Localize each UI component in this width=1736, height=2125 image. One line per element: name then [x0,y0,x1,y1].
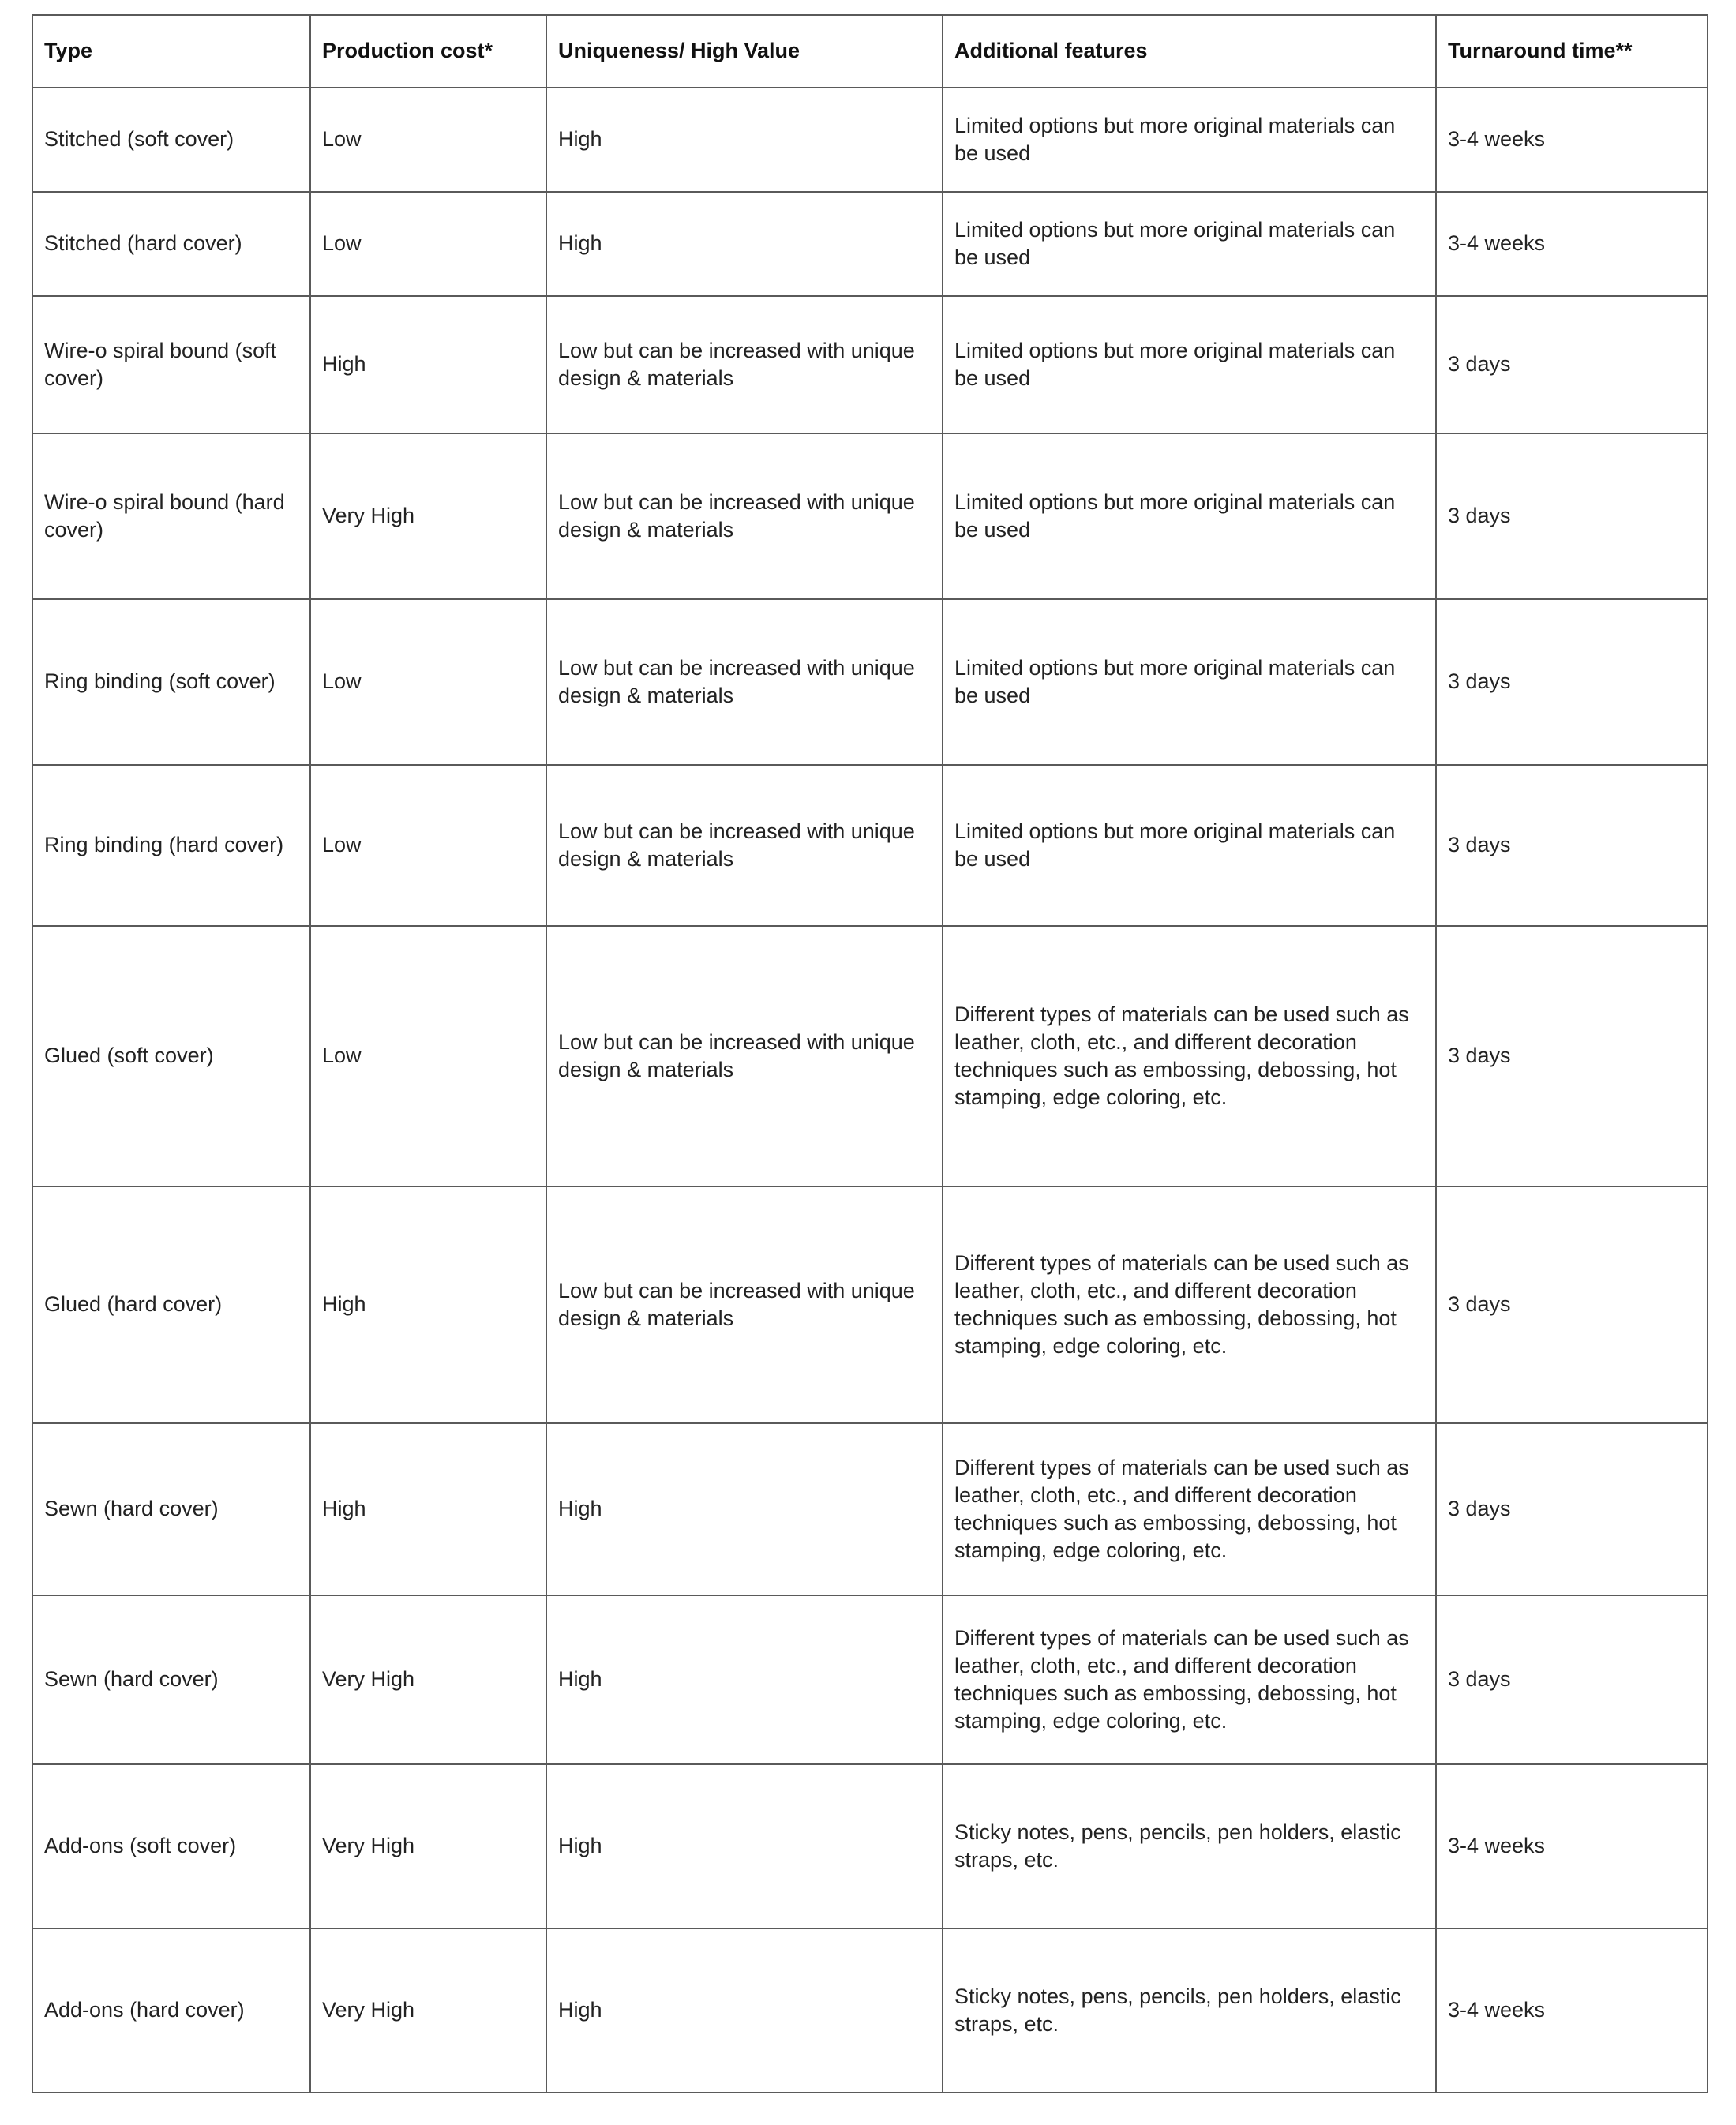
cell-uniqueness: Low but can be increased with unique design & materials [546,1186,943,1423]
cell-type: Glued (soft cover) [32,926,310,1186]
table-row [32,433,1708,599]
cell-turnaround-time: 3 days [1436,433,1708,599]
cell-uniqueness: Low but can be increased with unique design & materials [546,926,943,1186]
cell-additional-features: Limited options but more original materials can be used [943,765,1436,926]
cell-additional-features: Sticky notes, pens, pencils, pen holders, elastic straps, etc. [943,1764,1436,1928]
cell-production-cost: Very High [310,433,546,599]
cell-uniqueness: High [546,1423,943,1595]
cell-additional-features: Limited options but more original materials can be used [943,192,1436,296]
column-header-turnaround-time: Turnaround time** [1436,15,1708,88]
binding-types-table [32,14,1708,2093]
cell-type: Add-ons (soft cover) [32,1764,310,1928]
cell-production-cost: High [310,1423,546,1595]
cell-uniqueness: Low but can be increased with unique design & materials [546,765,943,926]
table-row [32,599,1708,765]
cell-additional-features: Different types of materials can be used such as leather, cloth, etc., and different decoration techniques such as embossing, debossing, hot stamping, edge coloring, etc. [943,1595,1436,1764]
cell-type: Wire-o spiral bound (hard cover) [32,433,310,599]
table-row [32,1423,1708,1595]
table-row [32,926,1708,1186]
cell-additional-features: Limited options but more original materials can be used [943,296,1436,433]
table-row [32,1186,1708,1423]
cell-turnaround-time: 3 days [1436,926,1708,1186]
cell-uniqueness: High [546,1764,943,1928]
cell-production-cost: Low [310,765,546,926]
cell-additional-features: Limited options but more original materials can be used [943,433,1436,599]
cell-type: Stitched (soft cover) [32,88,310,192]
cell-additional-features: Different types of materials can be used such as leather, cloth, etc., and different decoration techniques such as embossing, debossing, hot stamping, edge coloring, etc. [943,1186,1436,1423]
cell-type: Ring binding (hard cover) [32,765,310,926]
cell-additional-features: Limited options but more original materials can be used [943,88,1436,192]
table-row [32,1595,1708,1764]
cell-uniqueness: High [546,88,943,192]
cell-turnaround-time: 3-4 weeks [1436,88,1708,192]
cell-production-cost: High [310,1186,546,1423]
column-header-uniqueness: Uniqueness/ High Value [546,15,943,88]
cell-turnaround-time: 3-4 weeks [1436,1764,1708,1928]
cell-production-cost: High [310,296,546,433]
cell-production-cost: Low [310,599,546,765]
cell-turnaround-time: 3 days [1436,1595,1708,1764]
cell-uniqueness: Low but can be increased with unique design & materials [546,296,943,433]
cell-type: Add-ons (hard cover) [32,1928,310,2093]
cell-uniqueness: High [546,192,943,296]
cell-type: Ring binding (soft cover) [32,599,310,765]
table-row [32,1928,1708,2093]
cell-type: Sewn (hard cover) [32,1595,310,1764]
table-row [32,88,1708,192]
cell-production-cost: Low [310,192,546,296]
table-row [32,296,1708,433]
cell-uniqueness: Low but can be increased with unique design & materials [546,433,943,599]
cell-production-cost: Low [310,88,546,192]
cell-turnaround-time: 3-4 weeks [1436,192,1708,296]
cell-turnaround-time: 3 days [1436,1423,1708,1595]
cell-additional-features: Different types of materials can be used such as leather, cloth, etc., and different decoration techniques such as embossing, debossing, hot stamping, edge coloring, etc. [943,1423,1436,1595]
cell-uniqueness: High [546,1928,943,2093]
cell-production-cost: Very High [310,1928,546,2093]
cell-production-cost: Low [310,926,546,1186]
cell-turnaround-time: 3-4 weeks [1436,1928,1708,2093]
cell-turnaround-time: 3 days [1436,765,1708,926]
cell-turnaround-time: 3 days [1436,296,1708,433]
cell-uniqueness: High [546,1595,943,1764]
cell-type: Wire-o spiral bound (soft cover) [32,296,310,433]
cell-uniqueness: Low but can be increased with unique design & materials [546,599,943,765]
table-row [32,765,1708,926]
cell-turnaround-time: 3 days [1436,599,1708,765]
cell-production-cost: Very High [310,1595,546,1764]
column-header-production-cost: Production cost* [310,15,546,88]
cell-production-cost: Very High [310,1764,546,1928]
cell-additional-features: Different types of materials can be used such as leather, cloth, etc., and different decoration techniques such as embossing, debossing, hot stamping, edge coloring, etc. [943,926,1436,1186]
table-header-row [32,15,1708,88]
column-header-additional-features: Additional features [943,15,1436,88]
cell-type: Sewn (hard cover) [32,1423,310,1595]
cell-type: Stitched (hard cover) [32,192,310,296]
cell-type: Glued (hard cover) [32,1186,310,1423]
table-row [32,1764,1708,1928]
cell-turnaround-time: 3 days [1436,1186,1708,1423]
cell-additional-features: Sticky notes, pens, pencils, pen holders, elastic straps, etc. [943,1928,1436,2093]
column-header-type: Type [32,15,310,88]
table-row [32,192,1708,296]
cell-additional-features: Limited options but more original materials can be used [943,599,1436,765]
